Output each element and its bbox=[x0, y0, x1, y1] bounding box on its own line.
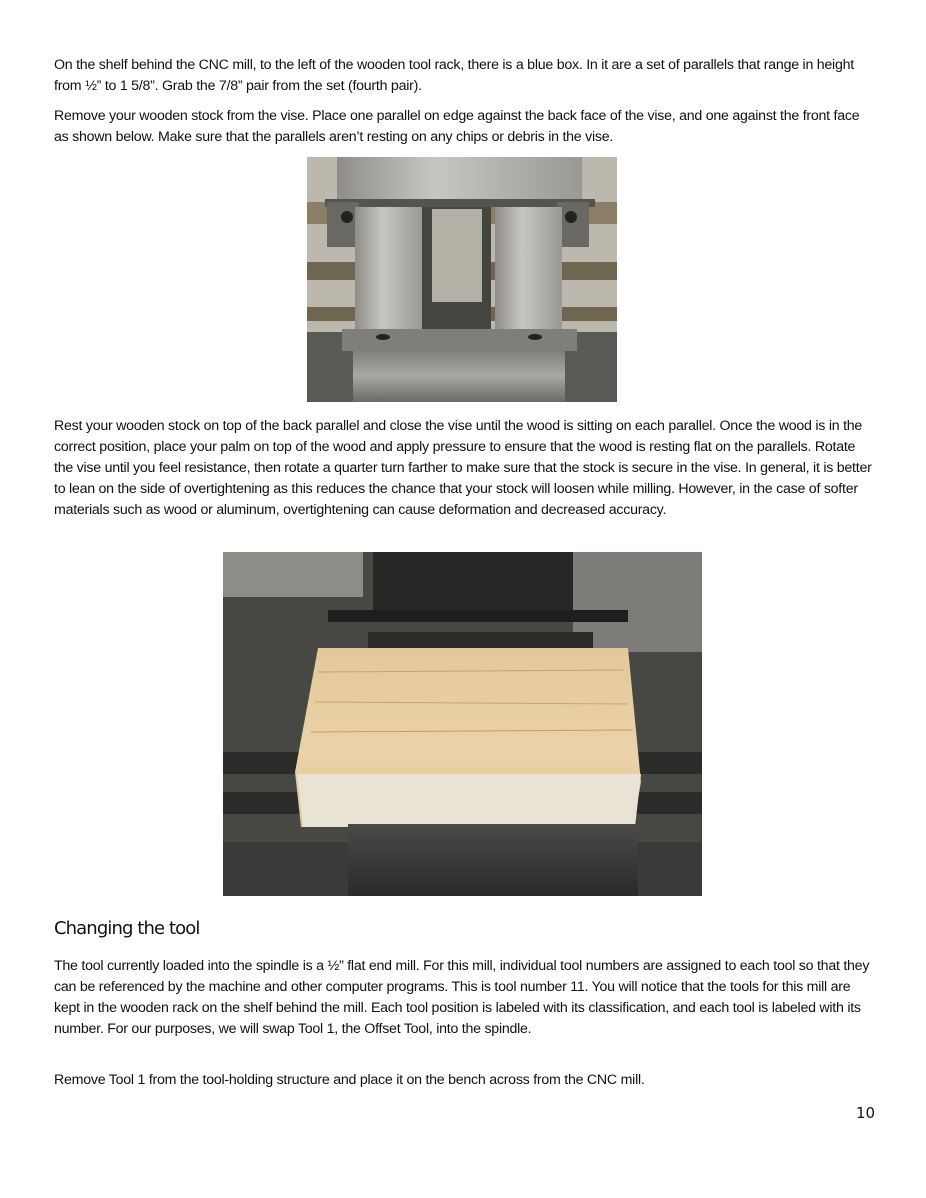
section-heading: Changing the tool bbox=[54, 918, 200, 939]
photo-wooden-stock-in-vise bbox=[223, 552, 702, 896]
paragraph-parallels: On the shelf behind the CNC mill, to the left of the wooden tool rack, there is a blue box. In it are a set of parallels that range in height from ½” to 1 5/8”. Grab the 7/8” pair from the set (fourth pair). bbox=[54, 57, 854, 94]
vise-parallels-illustration bbox=[307, 157, 617, 402]
paragraph-secure-stock: Rest your wooden stock on top of the back parallel and close the vise until the wood is sitting on each parallel. Once the wood is in the correct position, place your palm on top of the wood and apply pressure to ensure that the wood is resting flat on the parallels. Rotate the vise until you feel resistance, then rotate a quarter turn farther to make sure that the stock is secure in the vise. In general, it is better to lean on the side of overtightening as this reduces the chance that your stock will loosen while milling. However, in the case of softer materials such as wood or aluminum, overtightening can cause deformation and decreased accuracy. bbox=[54, 418, 872, 518]
paragraph-tool-info: The tool currently loaded into the spindle is a ½” flat end mill. For this mill, individual tool numbers are assigned to each tool so that they can be referenced by the machine and other computer programs. This is tool number 11. You will notice that the tools for this mill are kept in the wooden rack on the shelf behind the mill. Each tool position is labeled with its classification, and each tool is labeled with its number. For our purposes, we will swap Tool 1, the Offset Tool, into the spindle. bbox=[54, 958, 870, 1037]
page-number: 10 bbox=[856, 1104, 876, 1122]
paragraph-place-parallels: Remove your wooden stock from the vise. Place one parallel on edge against the back face of the vise, and one against the front face as shown below. Make sure that the parallels aren’t resting on any chips or debris in the vise. bbox=[54, 108, 860, 145]
wood-block-illustration bbox=[223, 552, 702, 896]
photo-parallels-in-vise bbox=[307, 157, 617, 402]
paragraph-remove-tool: Remove Tool 1 from the tool-holding structure and place it on the bench across from the CNC mill. bbox=[54, 1072, 645, 1088]
